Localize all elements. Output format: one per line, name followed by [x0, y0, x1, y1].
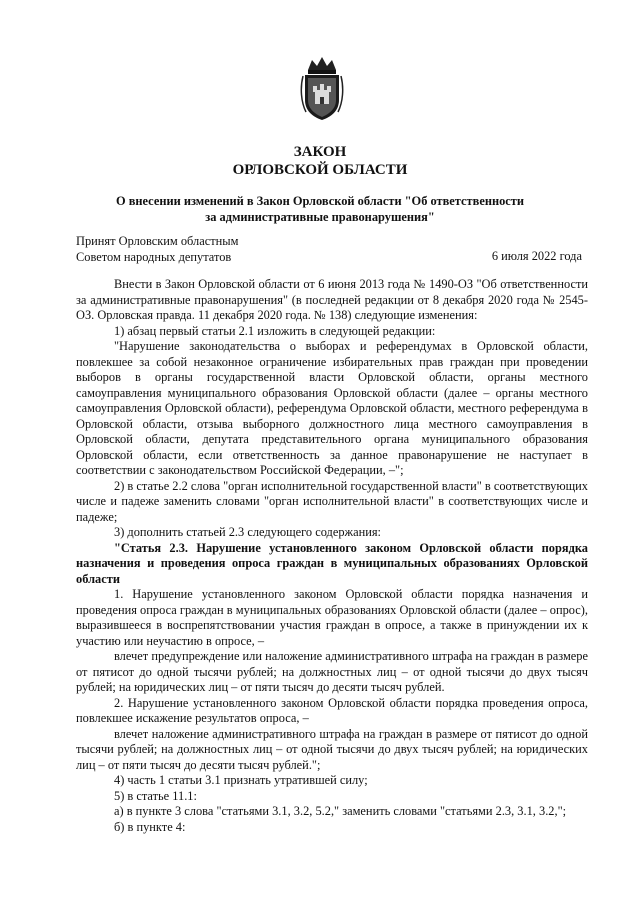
adopted-line-2: Советом народных депутатов — [76, 249, 232, 264]
paragraph-penalty-2: влечет наложение административного штрафа на граждан в размере от пятисот до одной тысячи рублей; на должностных лиц – от одной тысячи до двух тысяч рублей; на юридических лиц – от пяти тысяч до десяти тысяч рублей."; — [76, 726, 588, 772]
paragraph-intro: Внести в Закон Орловской области от 6 июня 2013 года № 1490-ОЗ "Об ответственности за административные правонарушения" (в последней редакции от 8 декабря 2020 года № 2545-ОЗ. Орловская правда. 11 декабря 2020 года. № 138) следующие изменения: — [76, 277, 588, 322]
article-heading-2-3: "Статья 2.3. Нарушение установленного законом Орловской области порядка назначения и проведения опроса граждан в муниципальных образованиях Орловской области — [76, 540, 588, 586]
paragraph-part-2: 2. Нарушение установленного законом Орловской области порядка проведения опроса, повлекшее искажение результатов опроса, – — [76, 695, 588, 725]
document-subtitle — [60, 193, 580, 225]
paragraph-penalty-1: влечет предупреждение или наложение административного штрафа на граждан в размере от пятисот до одной тысячи рублей; на должностных лиц – от одной тысячи до двух тысяч рублей; на юридических лиц – от пяти тысяч до десяти тысяч рублей. — [76, 649, 588, 694]
coat-of-arms-emblem — [300, 54, 344, 122]
paragraph-item-5: 5) в статье 11.1: — [114, 788, 197, 803]
subtitle-line-1: О внесении изменений в Закон Орловской области "Об ответственности — [115, 194, 525, 208]
subtitle-line-2: за административные правонарушения" — [205, 210, 435, 224]
adopted-by-block — [76, 234, 238, 265]
adopted-line-1: Принят Орловским областным — [76, 234, 239, 248]
paragraph-item-2: 2) в статье 2.2 слова "орган исполнительной государственной власти" в соответствующих числе и падеже заменить словами "орган исполнительной власти" в соответствующих числе и падеже; — [76, 478, 588, 524]
paragraph-item-5a: а) в пункте 3 слова "статьями 3.1, 3.2, 5.2," заменить словами "статьями 2.3, 3.1, 3.2,"; — [114, 804, 567, 818]
paragraph-item-3: 3) дополнить статьей 2.3 следующего содержания: — [114, 525, 381, 539]
document-body — [76, 277, 588, 835]
document-title-law: ЗАКОН — [293, 144, 347, 160]
paragraph-item-1: 1) абзац первый статьи 2.1 изложить в следующей редакции: — [114, 323, 436, 338]
paragraph-item-4: 4) часть 1 статьи 3.1 признать утратившей силу; — [114, 773, 368, 787]
paragraph-item-5b: б) в пункте 4: — [114, 819, 186, 834]
paragraph-quote-1: "Нарушение законодательства о выборах и референдумах в Орловской области, повлекшее за собой незаконное ограничение избирательных прав граждан при проведении выборов в органы государственной власти Орловской области, органы местного самоуправления муниципального образования Орловской области (далее – органы местного самоуправления Орловской области), референдума Орловской области, местного референдума в Орловской области, отзыва выборного должностного лица местного самоуправления в Орловской области, депутата представительного органа муниципального образования Орловской области, если ответственность за данное правонарушение не наступает в соответствии с законодательством Российской Федерации, –"; — [76, 339, 588, 477]
document-title-region: ОРЛОВСКОЙ ОБЛАСТИ — [232, 162, 408, 178]
paragraph-part-1: 1. Нарушение установленного законом Орловской области порядка назначения и проведения опроса граждан в муниципальных образованиях Орловской области (далее – опрос), выразившееся в воспрепятствовании участия граждан в опросе, а также в принуждении их к участию или неучастию в опросе, – — [76, 587, 588, 648]
adoption-date: 6 июля 2022 года — [491, 249, 582, 263]
